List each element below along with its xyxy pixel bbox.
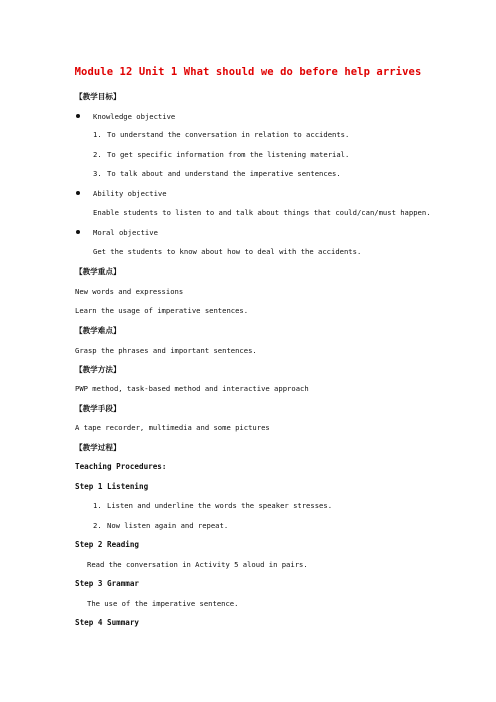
document-title: Module 12 Unit 1 What should we do before help arrives [74, 66, 422, 78]
item-number: 1. [93, 501, 102, 510]
item-text: Now listen again and repeat. [107, 521, 229, 530]
step-3-text: The use of the imperative sentence. [87, 599, 239, 608]
step-2-title: Step 2 Reading [75, 540, 140, 549]
objectives-heading: 【教学目标】 [75, 92, 121, 101]
item-text: Listen and underline the words the speaker stresses. [107, 501, 333, 510]
item-number: 2. [93, 521, 102, 530]
difficulties-heading: 【教学难点】 [75, 326, 121, 335]
step-3-title: Step 3 Grammar [75, 579, 140, 588]
item-text: To talk about and understand the imperative sentences. [107, 169, 341, 178]
methods-text: PWP method, task-based method and interactive approach [75, 384, 309, 393]
step-1-title: Step 1 Listening [75, 482, 149, 491]
methods-heading: 【教学方法】 [75, 365, 121, 374]
bullet-icon [76, 114, 80, 118]
key-point-1: New words and expressions [75, 287, 184, 296]
item-number: 2. [93, 150, 102, 159]
means-heading: 【教学手段】 [75, 404, 121, 413]
bullet-icon [76, 191, 80, 195]
moral-objective-label: Moral objective [93, 228, 158, 237]
process-heading: 【教学过程】 [75, 443, 121, 452]
means-text: A tape recorder, multimedia and some pictures [75, 423, 270, 432]
ability-objective-label: Ability objective [93, 189, 167, 198]
bullet-icon [76, 230, 80, 234]
step-2-text: Read the conversation in Activity 5 aloud in pairs. [87, 560, 308, 569]
key-point-2: Learn the usage of imperative sentences. [75, 306, 249, 315]
key-points-heading: 【教学重点】 [75, 267, 121, 276]
moral-objective-detail: Get the students to know about how to deal with the accidents. [93, 247, 362, 256]
step-1-item-1 [93, 501, 332, 510]
step-1-item-2 [93, 521, 228, 530]
item-number: 1. [93, 130, 102, 139]
difficulties-text: Grasp the phrases and important sentences. [75, 346, 257, 355]
item-number: 3. [93, 169, 102, 178]
knowledge-item-1 [93, 130, 349, 139]
knowledge-item-3 [93, 169, 341, 178]
knowledge-item-2 [93, 150, 349, 159]
step-4-title: Step 4 Summary [75, 618, 140, 627]
item-text: To get specific information from the listening material. [107, 150, 350, 159]
ability-objective-detail: Enable students to listen to and talk about things that could/can/must happen. [93, 208, 431, 217]
knowledge-objective-label: Knowledge objective [93, 112, 176, 121]
procedures-label: Teaching Procedures: [75, 462, 167, 471]
item-text: To understand the conversation in relation to accidents. [107, 130, 350, 139]
